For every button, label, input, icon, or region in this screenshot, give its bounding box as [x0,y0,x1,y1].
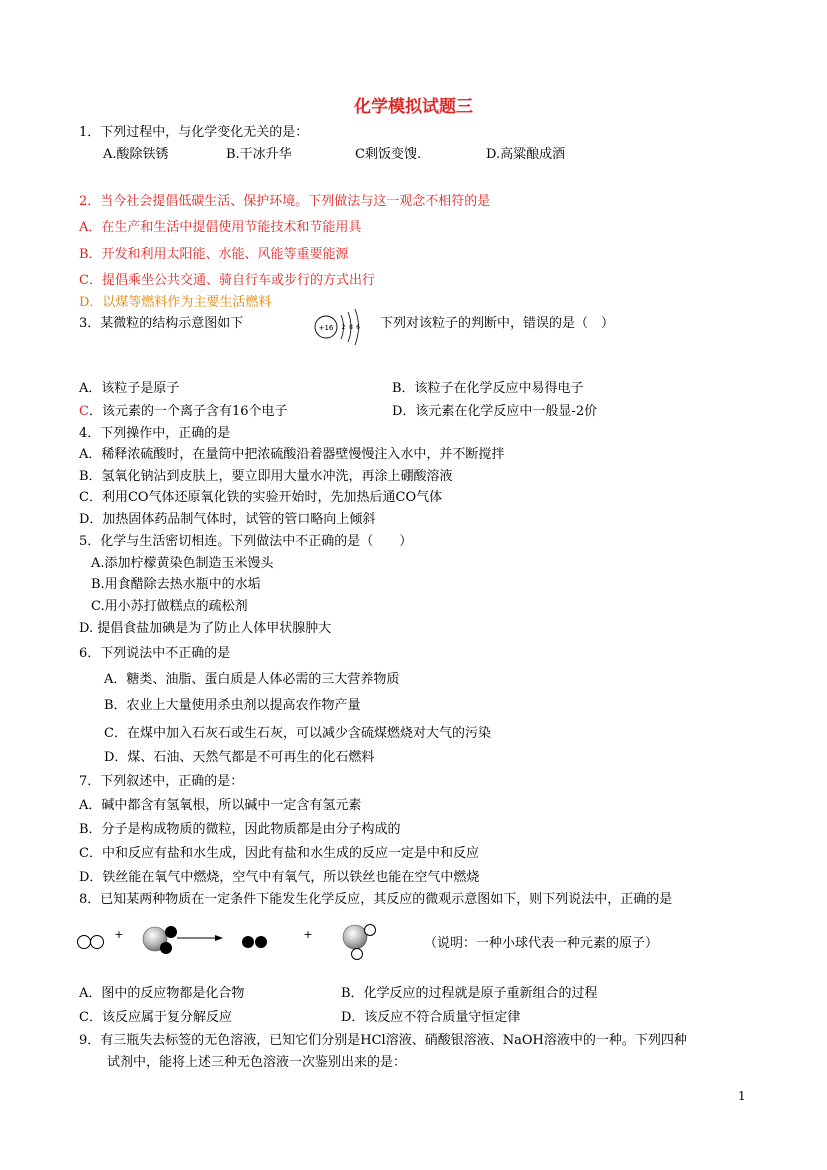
small-white-atom [91,936,104,949]
question-4-option-c: C．利用CO气体还原氧化铁的实验开始时，先加热后通CO气体 [79,490,443,505]
small-white-atom [352,949,363,960]
atom-structure-diagram [310,310,370,350]
option-c-letter: C [79,404,89,419]
question-3-option-c [79,404,288,420]
question-5-stem: 5．化学与生活密切相连。下列做法中不正确的是（ ） [79,534,413,549]
small-white-atom [78,936,91,949]
question-2-option-b: B．开发和利用太阳能、水能、风能等重要能源 [79,247,349,262]
shell-3-electrons: 6 [356,324,360,331]
arrow-head [215,935,223,941]
small-black-atom [255,936,267,948]
question-7-stem: 7．下列叙述中，正确的是： [79,774,244,789]
question-6-option-c: C．在煤中加入石灰石或生石灰，可以减少含硫煤燃烧对大气的污染 [104,726,491,741]
plus-sign: + [114,928,124,941]
question-4-option-b: B．氢氧化钠沾到皮肤上，要立即用大量水冲洗，再涂上硼酸溶液 [79,469,453,484]
page-title: 化学模拟试题三 [354,97,473,117]
small-black-atom [165,926,177,938]
page-number: 1 [738,1089,746,1103]
question-6-option-a: A．糖类、油脂、蛋白质是人体必需的三大营养物质 [104,672,400,687]
nucleus-label: +16 [318,324,334,332]
large-grey-atom [343,925,367,949]
question-5-option-b: B.用食醋除去热水瓶中的水垢 [91,577,261,592]
question-7-option-c: C．中和反应有盐和水生成，因此有盐和水生成的反应一定是中和反应 [79,846,479,861]
question-8-stem: 8．已知某两种物质在一定条件下能发生化学反应，其反应的微观示意图如下，则下列说法中，正确的是 [79,892,673,907]
question-3-stem-post: 下列对该粒子的判断中，错误的是（ ） [380,316,615,331]
question-8-option-c: C．该反应属于复分解反应 [79,1010,232,1025]
question-3-option-a: A．该粒子是原子 [79,381,180,396]
question-2-option-d: D．以煤等燃料作为主要生活燃料 [79,295,272,310]
question-4-stem: 4．下列操作中，正确的是 [79,426,231,441]
reaction-diagram [76,920,416,965]
question-6-option-d: D．煤、石油、天然气都是不可再生的化石燃料 [104,750,375,765]
question-1-option-c: C剩饭变馊. [355,147,422,162]
question-6-stem: 6．下列说法中不正确的是 [79,646,231,661]
question-4-option-a: A．稀释浓硫酸时，在量筒中把浓硫酸沿着器壁慢慢注入水中，并不断搅拌 [79,447,505,462]
question-5-option-a: A.添加柠檬黄染色制造玉米馒头 [91,556,274,571]
question-7-option-a: A．碱中都含有氢氧根，所以碱中一定含有氢元素 [79,798,362,813]
question-7-option-d: D．铁丝能在氧气中燃烧，空气中有氧气，所以铁丝也能在空气中燃烧 [79,870,480,885]
question-8-option-a: A．图中的反应物都是化合物 [79,986,245,1001]
question-3-option-d: D．该元素在化学反应中一般显-2价 [392,404,598,419]
question-8-note: （说明：一种小球代表一种元素的原子） [424,936,659,951]
option-c-text: ．该元素的一个离子含有16个电子 [88,404,288,419]
question-3-stem-pre: 3．某微粒的结构示意图如下 [79,316,244,331]
shell-1-electrons: 2 [341,324,346,331]
question-2-option-a: A．在生产和生活中提倡使用节能技术和节能用具 [79,220,362,235]
question-1-option-d: D.高粱酿成酒 [486,147,566,162]
small-white-atom [365,925,376,936]
plus-sign: + [303,928,313,941]
question-5-option-c: C.用小苏打做糕点的疏松剂 [91,599,248,614]
question-8-option-d: D．该反应不符合质量守恒定律 [341,1010,521,1025]
question-9-stem-line-1: 9．有三瓶失去标签的无色溶液，已知它们分别是HCl溶液、硝酸银溶液、NaOH溶液中的一种。下列四种 [79,1033,687,1048]
question-5-option-d: D. 提倡食盐加碘是为了防止人体甲状腺肿大 [79,621,332,636]
question-2-stem: 2．当今社会提倡低碳生活、保护环境。下列做法与这一观念不相符的是 [79,194,491,209]
question-4-option-d: D．加热固体药品制气体时，试管的管口略向上倾斜 [79,512,376,527]
question-6-option-b: B．农业上大量使用杀虫剂以提高农作物产量 [104,698,361,713]
question-9-stem-line-2: 试剂中，能将上述三种无色溶液一次鉴别出来的是： [107,1055,407,1070]
question-1-option-b: B.干冰升华 [226,147,292,162]
question-7-option-b: B．分子是构成物质的微粒，因此物质都是由分子构成的 [79,822,401,837]
question-2-option-c: C．提倡乘坐公共交通、骑自行车或步行的方式出行 [79,273,375,288]
question-8-option-b: B．化学反应的过程就是原子重新组合的过程 [341,986,598,1001]
small-black-atom [242,936,254,948]
question-1-option-a: A.酸除铁锈 [103,147,169,162]
shell-2-electrons: 8 [349,324,353,331]
question-1-stem: 1．下列过程中，与化学变化无关的是： [79,125,309,140]
question-3-option-b: B．该粒子在化学反应中易得电子 [392,381,584,396]
small-black-atom [160,942,172,954]
